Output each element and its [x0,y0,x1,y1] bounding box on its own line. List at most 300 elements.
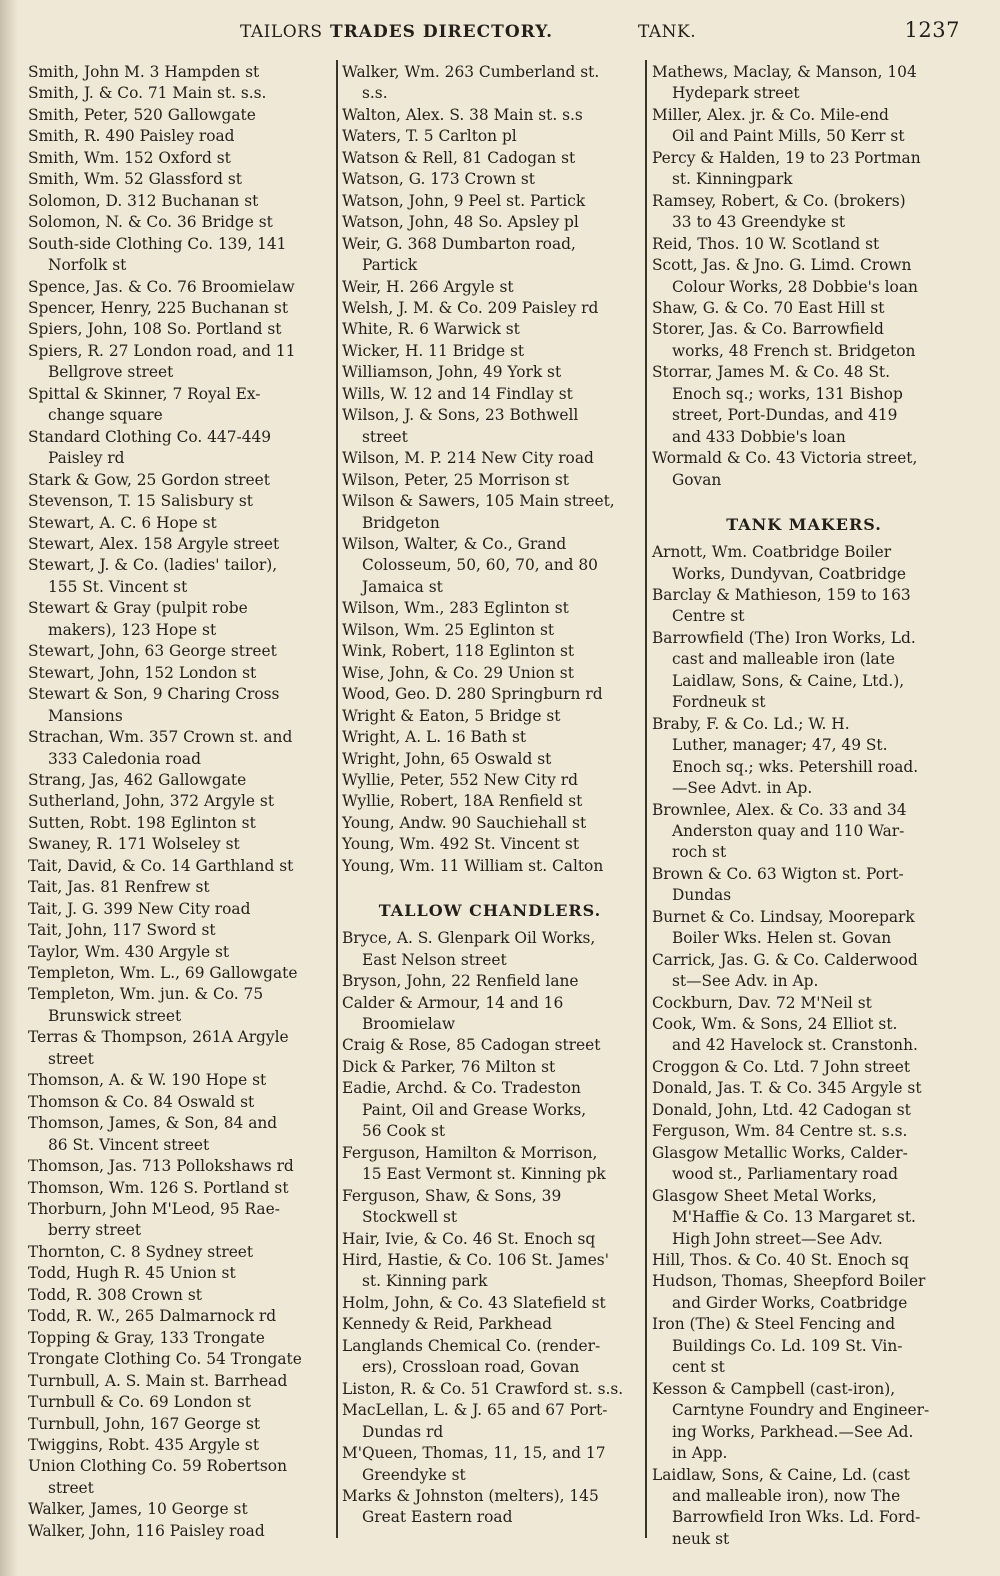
section-spacer [652,491,956,505]
section-heading-tallow-chandlers: TALLOW CHANDLERS. [378,901,602,921]
directory-entry [28,663,328,684]
entry-name-line: Glasgow Sheet Metal Works, [652,1186,877,1205]
directory-entry [28,319,328,340]
entry-name-line: Solomon, N. & Co. 36 Bridge st [28,213,273,232]
entry-name-line: Liston, R. & Co. 51 Crawford st. s.s. [342,1379,624,1398]
directory-entry [342,971,638,992]
directory-entry [28,1199,328,1242]
entry-name-line: Twiggins, Robt. 435 Argyle st [28,1436,260,1454]
entry-name-line: Brownlee, Alex. & Co. 33 and 34 [652,800,907,819]
entry-continuation-line: Hydepark street [672,84,800,103]
directory-entry [342,62,638,105]
directory-entry [342,534,638,598]
directory-entry [28,384,328,427]
entry-continuation-line: cast and malleable iron (late [672,650,896,669]
directory-entry [342,234,638,277]
directory-entry [342,620,638,641]
entry-name-line: Ferguson, Shaw, & Sons, 39 [342,1186,562,1205]
entry-name-line: Bryson, John, 22 Renfield lane [342,972,579,991]
entry-name-line: Tait, John, 117 Sword st [28,921,216,940]
directory-entry [28,62,328,83]
directory-entry [28,641,328,662]
entry-continuation-line: Govan [672,470,722,489]
entry-name-line: Taylor, Wm. 430 Argyle st [28,942,230,961]
entry-name-line: Calder & Armour, 14 and 16 [342,993,564,1012]
entry-name-line: Walton, Alex. S. 38 Main st. s.s [342,105,583,124]
directory-entry [28,1414,328,1435]
entry-name-line: Stewart, A. C. 6 Hope st [28,513,217,532]
entry-name-line: Stewart, John, 152 London st [28,663,257,682]
directory-entry [28,1435,328,1456]
entry-name-line: Wink, Robert, 118 Eglinton st [342,642,575,661]
entry-name-line: Turnbull, A. S. Main st. Barrhead [28,1371,288,1390]
entry-name-line: Watson, John, 48 So. Apsley pl [342,213,579,232]
entry-name-line: Wicker, H. 11 Bridge st [342,341,525,360]
entry-continuation-line: berry street [48,1221,142,1240]
entry-continuation-line: Colour Works, 28 Dobbie's loan [672,277,918,296]
directory-entry [28,834,328,855]
directory-entry [652,542,956,585]
entry-continuation-line: Bellgrove street [48,363,174,382]
directory-entry [342,169,638,190]
entry-continuation-line: Oil and Paint Mills, 50 Kerr st [672,127,905,146]
header-title: TRADES DIRECTORY. [330,22,554,42]
entry-name-line: Young, Wm. 492 St. Vincent st [342,835,580,854]
entry-name-line: Terras & Thompson, 261A Argyle [28,1028,289,1047]
column-rule-left [336,60,338,1538]
entry-name-line: Mathews, Maclay, & Manson, 104 [652,63,917,81]
directory-entry [652,448,956,491]
directory-entry [652,585,956,628]
directory-entry [28,1521,328,1542]
directory-entry [28,191,328,212]
directory-entry [342,191,638,212]
directory-entry [342,834,638,855]
section-heading-tank-makers: TANK MAKERS. [726,515,882,535]
directory-entry [28,83,328,104]
entry-continuation-line: Works, Dundyvan, Coatbridge [672,564,907,583]
directory-entry [652,255,956,298]
entry-continuation-line: and Girder Works, Coatbridge [672,1293,908,1312]
directory-entry [28,277,328,298]
entry-name-line: Strang, Jas, 462 Gallowgate [28,770,247,789]
entry-name-line: Ferguson, Wm. 84 Centre st. s.s. [652,1122,908,1141]
entry-continuation-line: Carntyne Foundry and Engineer- [672,1401,930,1420]
directory-entry [28,1027,328,1070]
entry-name-line: Donald, John, Ltd. 42 Cadogan st [652,1100,911,1119]
entry-continuation-line: Barrowfield Iron Wks. Ld. Ford- [672,1508,921,1527]
directory-entry [28,1392,328,1413]
entry-name-line: Standard Clothing Co. 447-449 [28,427,272,446]
directory-entry [28,1306,328,1327]
directory-entry [342,727,638,748]
entry-name-line: Storrar, James M. & Co. 48 St. [652,363,890,382]
entry-name-line: Templeton, Wm. L., 69 Gallowgate [28,964,298,983]
entry-name-line: Glasgow Metallic Works, Calder- [652,1143,908,1162]
entry-continuation-line: street [362,427,408,446]
column-3 [652,62,956,1550]
entry-name-line: Craig & Rose, 85 Cadogan street [342,1036,601,1055]
entry-name-line: Thornton, C. 8 Sydney street [28,1242,254,1261]
column-1 [28,62,328,1542]
directory-entry [342,405,638,448]
directory-entry [342,298,638,319]
directory-entry [652,319,956,362]
entry-continuation-line: street, Port-Dundas, and 419 [672,406,898,425]
directory-entry [342,791,638,812]
directory-entry [28,234,328,277]
directory-entry [28,727,328,770]
entry-name-line: South-side Clothing Co. 139, 141 [28,234,287,253]
entry-name-line: Miller, Alex. jr. & Co. Mile-end [652,105,889,124]
entry-name-line: Arnott, Wm. Coatbridge Boiler [652,543,892,562]
entry-name-line: Wilson, J. & Sons, 23 Bothwell [342,406,579,425]
directory-entry [342,470,638,491]
directory-entry [342,491,638,534]
directory-entry [342,856,638,877]
directory-entry [28,813,328,834]
entry-name-line: Barrowfield (The) Iron Works, Ld. [652,628,916,647]
entry-name-line: Holm, John, & Co. 43 Slatefield st [342,1293,606,1312]
entry-name-line: Thomson, James, & Son, 84 and [28,1114,278,1133]
entry-name-line: Ramsey, Robert, & Co. (brokers) [652,191,906,210]
entry-name-line: Wilson & Sawers, 105 Main street, [342,492,615,511]
directory-entry [342,1186,638,1229]
directory-entry [652,1121,956,1142]
entry-name-line: Welsh, J. M. & Co. 209 Paisley rd [342,298,599,317]
entry-name-line: Braby, F. & Co. Ld.; W. H. [652,714,850,733]
entry-name-line: Sutten, Robt. 198 Eglinton st [28,813,256,832]
entry-continuation-line: 56 Cook st [362,1122,446,1141]
directory-entry [652,234,956,255]
entry-continuation-line: Mansions [48,706,123,725]
entry-name-line: Ferguson, Hamilton & Morrison, [342,1143,598,1162]
directory-entry [28,770,328,791]
entry-name-line: Spiers, R. 27 London road, and 11 [28,341,296,360]
directory-entry [652,950,956,993]
entry-name-line: Percy & Halden, 19 to 23 Portman [652,148,921,167]
directory-entry [342,813,638,834]
entry-continuation-line: Enoch sq.; wks. Petershill road. [672,757,919,776]
entry-name-line: Wilson, Peter, 25 Morrison st [342,470,569,489]
directory-entry [652,298,956,319]
directory-entry [28,105,328,126]
entry-name-line: M'Queen, Thomas, 11, 15, and 17 [342,1444,606,1463]
entry-name-line: Walker, James, 10 George st [28,1500,248,1519]
directory-entry [342,1057,638,1078]
entry-name-line: Young, Andw. 90 Sauchiehall st [342,813,587,832]
entry-name-line: Weir, G. 368 Dumbarton road, [342,234,576,253]
entry-name-line: Smith, John M. 3 Hampden st [28,63,260,81]
directory-entry [28,1349,328,1370]
entry-name-line: Smith, J. & Co. 71 Main st. s.s. [28,84,267,103]
entry-name-line: Stewart, J. & Co. (ladies' tailor), [28,556,278,575]
entry-name-line: Laidlaw, Sons, & Caine, Ld. (cast [652,1465,910,1484]
directory-entry [28,427,328,470]
entry-name-line: Smith, R. 490 Paisley road [28,127,235,146]
directory-entry [342,1336,638,1379]
entry-name-line: Wilson, Wm. 25 Eglinton st [342,620,555,639]
directory-entry [28,1242,328,1263]
directory-entry [28,491,328,512]
entry-name-line: Sutherland, John, 372 Argyle st [28,792,275,811]
entry-continuation-line: makers), 123 Hope st [48,620,217,639]
entry-continuation-line: change square [48,406,163,425]
entry-name-line: Donald, Jas. T. & Co. 345 Argyle st [652,1079,922,1098]
entry-continuation-line: 155 St. Vincent st [48,577,188,596]
directory-entry [28,212,328,233]
directory-entry [28,899,328,920]
entry-continuation-line: neuk st [672,1529,730,1548]
entry-name-line: Hudson, Thomas, Sheepford Boiler [652,1272,926,1291]
directory-entry [652,1250,956,1271]
entry-continuation-line: ers), Crossloan road, Govan [362,1358,580,1377]
directory-entry [28,1456,328,1499]
entry-continuation-line: works, 48 French st. Bridgeton [672,341,916,360]
entry-continuation-line: ing Works, Parkhead.—See Ad. [672,1422,914,1441]
directory-entry [28,1156,328,1177]
entry-name-line: Wright, A. L. 16 Bath st [342,728,527,747]
entry-name-line: Swaney, R. 171 Wolseley st [28,835,240,854]
directory-entry [652,714,956,800]
directory-entry [652,1100,956,1121]
entry-continuation-line: st—See Adv. in Ap. [672,972,819,991]
entry-continuation-line: street [48,1478,94,1497]
directory-entry [342,341,638,362]
directory-entry [342,1250,638,1293]
directory-entry [342,1143,638,1186]
entry-name-line: MacLellan, L. & J. 65 and 67 Port- [342,1401,608,1420]
entry-name-line: Reid, Thos. 10 W. Scotland st [652,234,880,253]
directory-entry [342,1400,638,1443]
directory-entry [342,598,638,619]
directory-entry [342,277,638,298]
entry-continuation-line: Great Eastern road [362,1508,513,1527]
entry-name-line: Burnet & Co. Lindsay, Moorepark [652,907,915,926]
entry-continuation-line: Greendyke st [362,1465,466,1484]
entry-name-line: Kesson & Campbell (cast-iron), [652,1379,896,1398]
directory-entry [28,1263,328,1284]
directory-entry [28,920,328,941]
entry-name-line: Thomson, Jas. 713 Pollokshaws rd [28,1157,294,1176]
entry-name-line: Wright & Eaton, 5 Bridge st [342,706,561,725]
entry-name-line: Smith, Wm. 52 Glassford st [28,170,242,189]
entry-name-line: Spiers, John, 108 So. Portland st [28,320,282,339]
entry-name-line: Wormald & Co. 43 Victoria street, [652,449,918,468]
directory-entry [342,212,638,233]
directory-entry [342,1035,638,1056]
entry-name-line: Marks & Johnston (melters), 145 [342,1487,599,1505]
entry-continuation-line: Stockwell st [362,1208,458,1227]
directory-entry [342,362,638,383]
entry-continuation-line: Dundas [672,886,732,905]
entry-name-line: Stewart, Alex. 158 Argyle street [28,534,280,553]
entry-continuation-line: in App. [672,1444,728,1463]
directory-entry [28,1499,328,1520]
entry-continuation-line: cent st [672,1358,725,1377]
entry-name-line: Strachan, Wm. 357 Crown st. and [28,728,293,747]
entry-continuation-line: and 42 Havelock st. Cranstonh. [672,1036,918,1055]
entry-name-line: Spencer, Henry, 225 Buchanan st [28,298,289,317]
directory-entry [652,1465,956,1551]
entry-continuation-line: Anderston quay and 110 War- [672,821,905,840]
entry-name-line: Brown & Co. 63 Wigton st. Port- [652,864,904,883]
directory-entry [652,864,956,907]
column-2 [342,62,638,1529]
directory-entry [28,856,328,877]
directory-entry [652,62,956,105]
directory-entry [342,319,638,340]
entry-name-line: Tait, J. G. 399 New City road [28,899,251,918]
entry-name-line: Templeton, Wm. jun. & Co. 75 [28,985,264,1004]
entry-name-line: Bryce, A. S. Glenpark Oil Works, [342,929,596,948]
header-left-section: TAILORS [240,22,323,42]
directory-entry [342,1314,638,1335]
entry-name-line: Trongate Clothing Co. 54 Trongate [28,1350,302,1369]
directory-entry [28,148,328,169]
entry-continuation-line: 15 East Vermont st. Kinning pk [362,1165,606,1184]
entry-name-line: Hird, Hastie, & Co. 106 St. James' [342,1251,609,1270]
entry-continuation-line: —See Advt. in Ap. [672,779,813,798]
directory-entry [652,1186,956,1250]
entry-name-line: Stewart & Son, 9 Charing Cross [28,685,280,704]
directory-entry [342,384,638,405]
entry-continuation-line: Buildings Co. Ld. 109 St. Vin- [672,1336,903,1355]
entry-name-line: Wright, John, 65 Oswald st [342,749,552,768]
entry-name-line: Williamson, John, 49 York st [342,363,562,382]
directory-entry [28,1178,328,1199]
entry-name-line: Spittal & Skinner, 7 Royal Ex- [28,384,261,403]
directory-entry [652,362,956,448]
directory-entry [342,1293,638,1314]
entry-continuation-line: Boiler Wks. Helen st. Govan [672,929,892,948]
directory-entry [28,513,328,534]
entry-continuation-line: High John street—See Adv. [672,1229,883,1248]
entry-continuation-line: st. Kinningpark [672,170,793,189]
entry-name-line: Wyllie, Robert, 18A Renfield st [342,792,583,811]
entry-name-line: Smith, Peter, 520 Gallowgate [28,105,256,124]
entry-continuation-line: Norfolk st [48,256,127,275]
entry-name-line: Stark & Gow, 25 Gordon street [28,470,270,489]
entry-continuation-line: Fordneuk st [672,693,766,712]
directory-entry [652,1379,956,1465]
page-header [240,18,960,48]
directory-entry [652,1314,956,1378]
directory-entry [28,984,328,1027]
directory-entry [652,1078,956,1099]
entry-continuation-line: Paisley rd [48,449,125,468]
directory-entry [28,942,328,963]
entry-continuation-line: Bridgeton [362,513,440,532]
directory-entry [28,169,328,190]
entry-continuation-line: Centre st [672,607,745,626]
entry-name-line: Stewart & Gray (pulpit robe [28,599,248,618]
directory-entry [28,791,328,812]
directory-entry [342,749,638,770]
entry-name-line: Eadie, Archd. & Co. Tradeston [342,1079,581,1098]
entry-continuation-line: Brunswick street [48,1006,182,1025]
entry-name-line: Spence, Jas. & Co. 76 Broomielaw [28,277,295,296]
entry-continuation-line: Enoch sq.; works, 131 Bishop [672,384,903,403]
entry-name-line: Stewart, John, 63 George street [28,642,277,661]
directory-entry [28,298,328,319]
directory-entry [342,993,638,1036]
directory-entry [28,963,328,984]
entry-name-line: Weir, H. 266 Argyle st [342,277,514,296]
directory-entry [28,1328,328,1349]
entry-name-line: Watson & Rell, 81 Cadogan st [342,148,576,167]
directory-entry [652,1143,956,1186]
directory-entry [342,448,638,469]
entry-name-line: Wills, W. 12 and 14 Findlay st [342,384,573,403]
page-number: 1237 [904,18,960,42]
directory-entry [652,993,956,1014]
entry-continuation-line: Colosseum, 50, 60, 70, and 80 [362,556,598,575]
entry-name-line: Turnbull, John, 167 George st [28,1414,261,1433]
entry-continuation-line: Dundas rd [362,1422,444,1441]
directory-entry [28,684,328,727]
entry-name-line: Langlands Chemical Co. (render- [342,1336,601,1355]
entry-name-line: Iron (The) & Steel Fencing and [652,1315,896,1334]
directory-entry [342,1443,638,1486]
directory-entry [652,1271,956,1314]
entry-name-line: Cook, Wm. & Sons, 24 Elliot st. [652,1015,898,1034]
column-rule-right [645,60,647,1538]
entry-name-line: Young, Wm. 11 William st. Calton [342,856,604,875]
directory-entry [28,555,328,598]
entry-name-line: Wyllie, Peter, 552 New City rd [342,770,578,789]
entry-name-line: Thomson & Co. 84 Oswald st [28,1092,255,1111]
entry-continuation-line: Laidlaw, Sons, & Caine, Ltd.), [672,671,905,690]
directory-entry [342,663,638,684]
directory-entry [28,598,328,641]
entry-name-line: Kennedy & Reid, Parkhead [342,1315,552,1334]
entry-name-line: Stevenson, T. 15 Salisbury st [28,492,253,511]
entry-name-line: Tait, David, & Co. 14 Garthland st [28,856,294,875]
entry-name-line: Wilson, Wm., 283 Eglinton st [342,599,569,618]
entry-name-line: Storer, Jas. & Co. Barrowfield [652,320,884,339]
directory-entry [652,628,956,714]
directory-entry [342,105,638,126]
entry-name-line: Walker, John, 116 Paisley road [28,1521,265,1540]
entry-name-line: Carrick, Jas. G. & Co. Calderwood [652,950,918,969]
directory-entry [652,800,956,864]
entry-name-line: Hill, Thos. & Co. 40 St. Enoch sq [652,1251,909,1270]
entry-name-line: Wilson, Walter, & Co., Grand [342,534,567,553]
entry-continuation-line: East Nelson street [362,950,507,969]
directory-entry [342,1229,638,1250]
entry-name-line: Thomson, Wm. 126 S. Portland st [28,1178,289,1197]
entry-name-line: Watson, G. 173 Crown st [342,170,535,189]
section-spacer [342,877,638,891]
entry-name-line: Todd, R. W., 265 Dalmarnock rd [28,1307,277,1326]
directory-entry [342,1486,638,1529]
entry-name-line: Scott, Jas. & Jno. G. Limd. Crown [652,256,912,275]
directory-entry [342,684,638,705]
entry-name-line: Walker, Wm. 263 Cumberland st. [342,63,600,81]
directory-entry [28,1070,328,1091]
entry-name-line: Wise, John, & Co. 29 Union st [342,663,574,682]
entry-name-line: Thomson, A. & W. 190 Hope st [28,1071,267,1090]
entry-continuation-line: Partick [362,256,418,275]
entry-continuation-line: Broomielaw [362,1015,456,1034]
entry-continuation-line: M'Haffie & Co. 13 Margaret st. [672,1208,916,1227]
entry-continuation-line: Luther, manager; 47, 49 St. [672,736,888,755]
entry-name-line: Hair, Ivie, & Co. 46 St. Enoch sq [342,1229,596,1248]
directory-entry [342,641,638,662]
header-right-section: TANK. [638,22,697,42]
directory-entry [652,191,956,234]
